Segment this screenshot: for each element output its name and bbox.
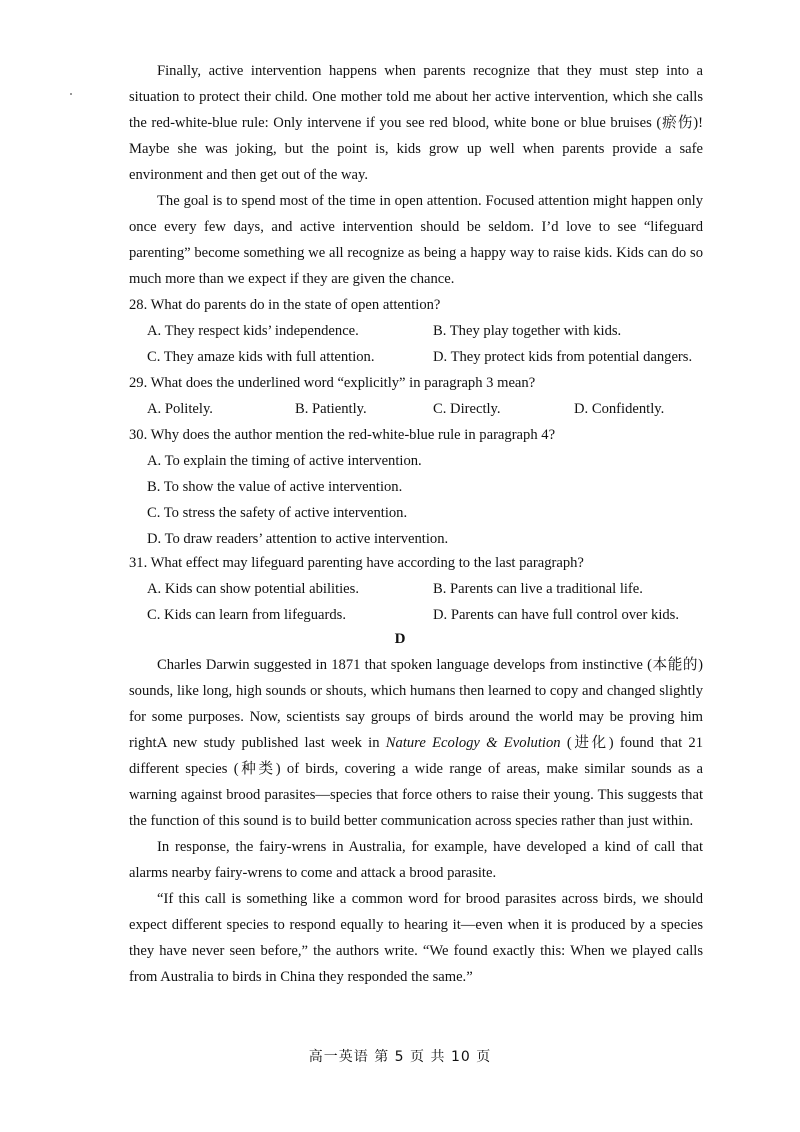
passage-d-paragraph-1: Charles Darwin suggested in 1871 that spoken language develops from instinctive (本能的) sounds, like long, high sounds or shouts, which humans then learned to copy and changed slightly for some purposes. Now, scientists say groups of birds around the world may be proving him right. [129,657,703,751]
question-28-option-a[interactable]: A. They respect kids’ independence. [147,323,359,339]
question-29-option-b[interactable]: B. Patiently. [295,401,367,417]
paragraph-2-text-end: (进化) found that 21 different species (种类) of birds, covering a wide range of areas, make similar sounds as a warning against brood parasites—species that force others to raise their young. This suggests that the function of this sound is to build better communication across species rather than just within. [129,735,703,829]
passage-d-paragraph-2 [129,730,703,834]
question-31-option-b[interactable]: B. Parents can live a traditional life. [433,581,643,597]
question-29-option-c[interactable]: C. Directly. [433,401,501,417]
question-30-stem: 30. Why does the author mention the red-white-blue rule in paragraph 4? [129,427,556,443]
question-28-option-c[interactable]: C. They amaze kids with full attention. [147,349,375,365]
question-30-option-a[interactable]: A. To explain the timing of active intervention. [147,453,422,469]
passage-d-paragraph-3: In response, the fairy-wrens in Australia, for example, have developed a kind of call that alarms nearby fairy-wrens to come and attack a brood parasite. [129,839,703,881]
question-28-stem: 28. What do parents do in the state of open attention? [129,297,441,313]
question-30-option-c[interactable]: C. To stress the safety of active intervention. [147,505,408,521]
question-30-option-b[interactable]: B. To show the value of active intervention. [147,479,403,495]
question-30-option-d[interactable]: D. To draw readers’ attention to active intervention. [147,531,449,547]
passage-c-paragraph-4: Finally, active intervention happens when parents recognize that they must step into a situation to protect their child. One mother told me about her active intervention, which she calls the red-white-blue rule: Only intervene if you see red blood, white bone or blue bruises (瘀伤)! Maybe she was joking, but the point is, kids grow up well when parents provide a safe environment and then get out of the way. [129,63,703,183]
question-31-stem: 31. What effect may lifeguard parenting have according to the last paragraph? [129,555,584,571]
question-28-option-d[interactable]: D. They protect kids from potential dangers. [433,349,693,365]
question-28-option-b[interactable]: B. They play together with kids. [433,323,622,339]
passage-d-heading: D [394,631,406,647]
question-29-option-a[interactable]: A. Politely. [147,401,213,417]
question-31-option-d[interactable]: D. Parents can have full control over kids. [433,607,679,623]
scan-speck [70,93,72,95]
paragraph-2-text-start: A new study published last week in [157,735,386,751]
page-footer: 高一英语 第 5 页 共 10 页 [308,1049,492,1065]
question-31-option-a[interactable]: A. Kids can show potential abilities. [147,581,359,597]
journal-title: Nature Ecology & Evolution [385,735,561,751]
question-31-option-c[interactable]: C. Kids can learn from lifeguards. [147,607,346,623]
passage-c-paragraph-5: The goal is to spend most of the time in open attention. Focused attention might happen only once every few days, and active intervention should be seldom. I’d love to see “lifeguard parenting” become something we all recognize as being a happy way to raise kids. Kids can do so much more than we expect if they are given the chance. [129,193,703,287]
question-29-stem: 29. What does the underlined word “explicitly” in paragraph 3 mean? [129,375,536,391]
passage-d-paragraph-4: “If this call is something like a common word for brood parasites across birds, we should expect different species to respond equally to hearing it—even when it is produced by a species they have never seen before,” the authors write. “We found exactly this: When we played calls from Australia to birds in China they responded the same.” [129,891,703,985]
question-29-option-d[interactable]: D. Confidently. [574,401,665,417]
